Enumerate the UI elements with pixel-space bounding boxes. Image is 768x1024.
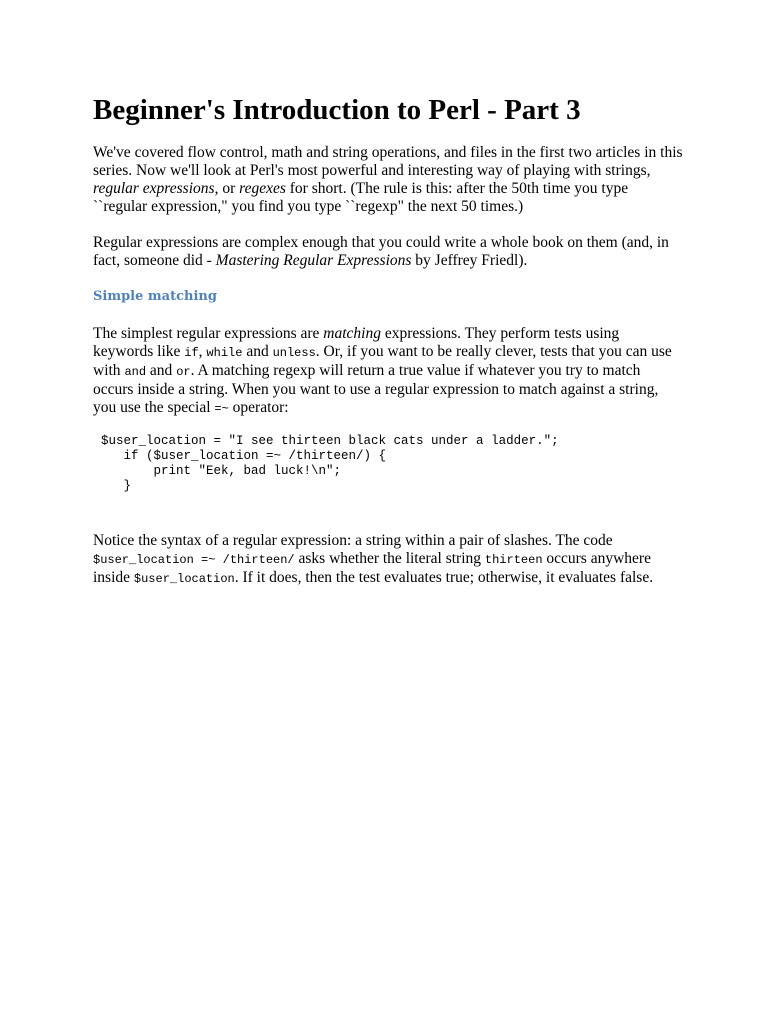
matching-paragraph <box>93 325 683 418</box>
syntax-text-2: asks whether the literal string <box>294 550 485 567</box>
code-line: $user_location = "I see thirteen black cats under a ladder."; <box>101 434 559 448</box>
syntax-text-1: Notice the syntax of a regular expression: a string within a pair of slashes. The code <box>93 532 613 549</box>
regex-book-paragraph <box>93 234 683 270</box>
book-title: Mastering Regular Expressions <box>215 252 412 269</box>
matching-text-1: The simplest regular expressions are <box>93 325 324 342</box>
syntax-text-3: occurs anywhere inside <box>93 550 651 586</box>
code-while: while <box>206 346 243 360</box>
intro-paragraph <box>93 144 683 216</box>
section-heading-simple-matching: Simple matching <box>93 289 217 304</box>
matching-text-3: , <box>198 343 207 360</box>
code-match-expression: $user_location =~ /thirteen/ <box>93 553 295 567</box>
code-or: or <box>176 365 191 379</box>
book-text-2: by Jeffrey Friedl). <box>411 252 528 269</box>
matching-emphasis: matching <box>323 325 381 342</box>
syntax-text-4: . If it does, then the test evaluates true; otherwise, it evaluates false. <box>234 569 654 586</box>
document-page <box>93 88 683 588</box>
code-and: and <box>124 365 147 379</box>
page-title: Beginner's Introduction to Perl - Part 3 <box>93 94 581 126</box>
matching-text-4: and <box>242 343 273 360</box>
code-line: if ($user_location =~ /thirteen/) { <box>101 449 387 463</box>
matching-text-6: and <box>146 362 177 379</box>
matching-text-5: . Or, if you want to be really clever, tests that you can use with <box>93 343 672 379</box>
code-if: if <box>184 346 199 360</box>
code-thirteen: thirteen <box>484 553 543 567</box>
intro-text-2: , or <box>214 180 240 197</box>
matching-text-8: operator: <box>228 399 289 416</box>
code-user-location: $user_location <box>133 572 235 586</box>
code-line: print "Eek, bad luck!\n"; <box>101 464 342 478</box>
code-line: } <box>101 479 132 493</box>
matching-text-2: expressions. They perform tests using keywords like <box>93 325 620 360</box>
code-match-operator: =~ <box>214 402 229 416</box>
code-unless: unless <box>272 346 316 360</box>
intro-emphasis-2: regexes <box>239 180 286 197</box>
book-text-1: Regular expressions are complex enough that you could write a whole book on them (and, in fact, someone did - <box>93 234 669 269</box>
matching-text-7: . A matching regexp will return a true value if whatever you try to match occurs inside a string. When you want to use a regular expression to match against a string, you use the special <box>93 362 659 416</box>
intro-text-3: for short. (The rule is this: after the 50th time you type ``regular expression," you find you type ``regexp" the next 50 times.) <box>93 180 629 215</box>
intro-emphasis-1: regular expressions <box>93 180 215 197</box>
intro-text-1: We've covered flow control, math and string operations, and files in the first two articles in this series. Now we'll look at Perl's most powerful and interesting way of playing with strings, <box>93 144 683 179</box>
code-block <box>101 434 683 494</box>
syntax-paragraph <box>93 532 683 588</box>
